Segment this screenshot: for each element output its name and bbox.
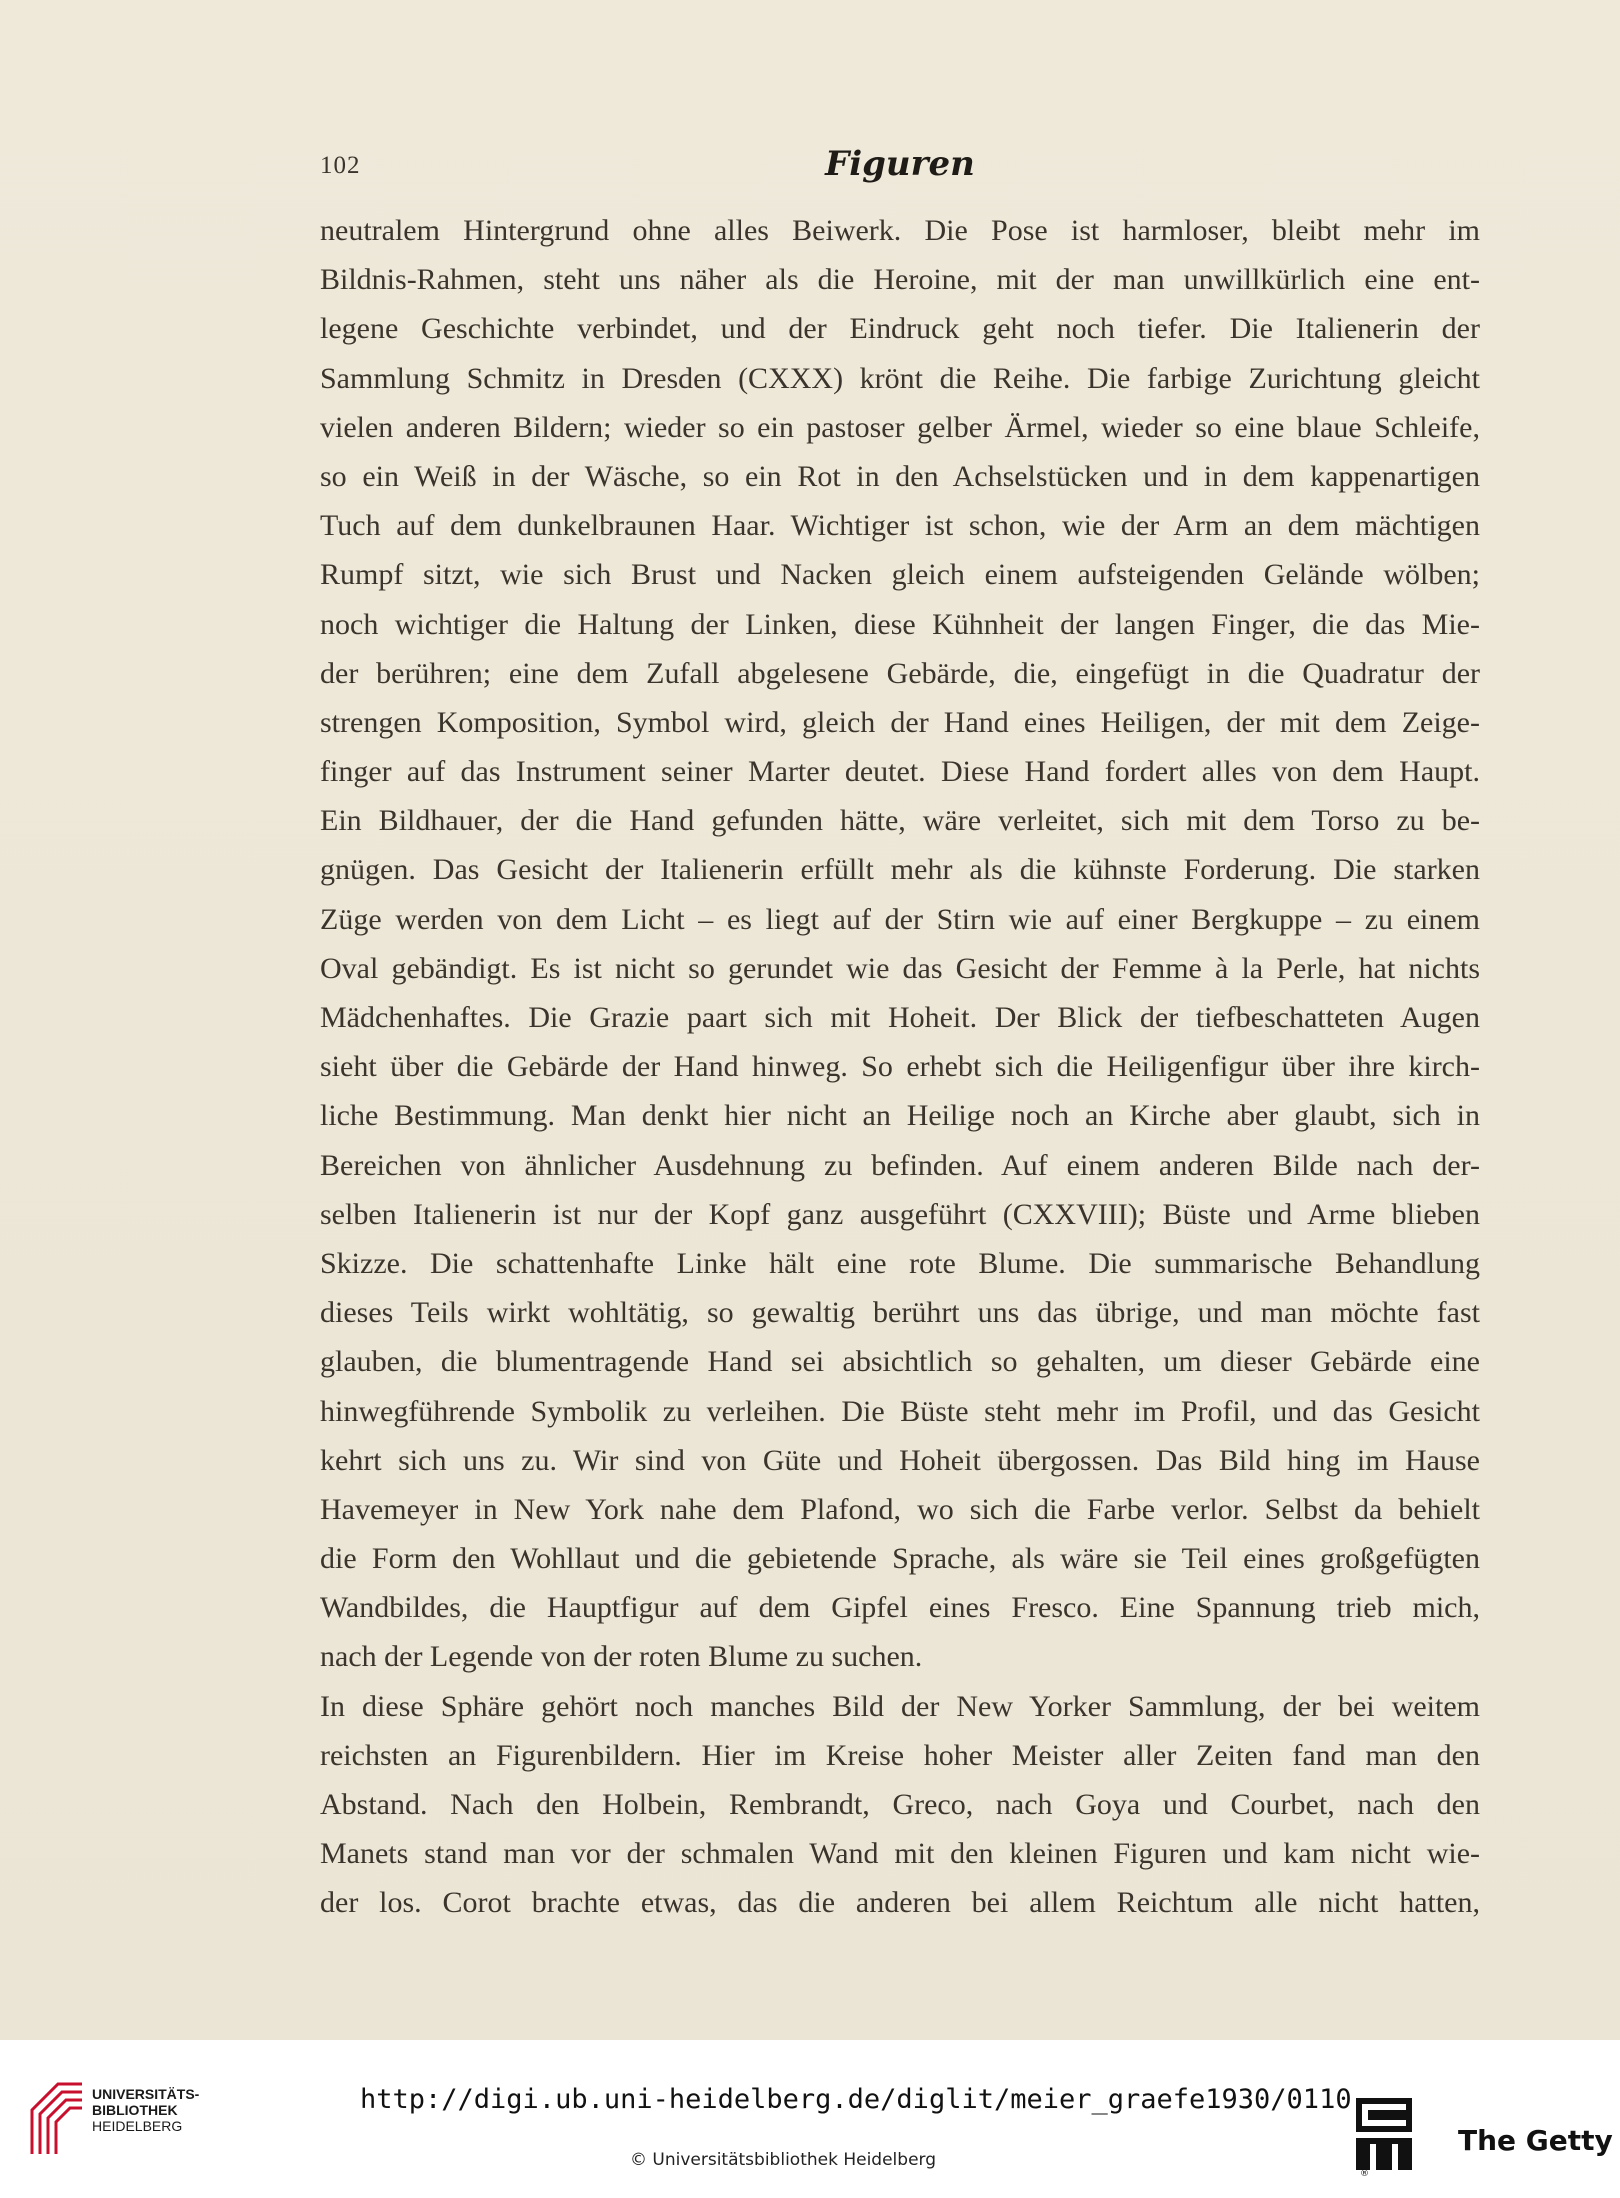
text-line: Manets stand man vor der schmalen Wand mit den kleinen Figuren und kam nicht wie- [320,1837,1480,1871]
library-name-line: UNIVERSITÄTS- [92,2086,200,2102]
running-head [320,144,1480,188]
text-line: Rumpf sitzt, wie sich Brust und Nacken gleich einem aufsteigenden Gelände wölben; [320,558,1480,592]
text-line: Ein Bildhauer, der die Hand gefunden hätte, wäre verleitet, sich mit dem Torso zu be- [320,804,1480,838]
text-line: dieses Teils wirkt wohltätig, so gewaltig berührt uns das übrige, und man möchte fast [320,1296,1480,1330]
text-line: vielen anderen Bildern; wieder so ein pastoser gelber Ärmel, wieder so eine blaue Schleife, [320,410,1480,444]
text-line: Wandbildes, die Hauptfigur auf dem Gipfel eines Fresco. Eine Spannung trieb mich, [320,1591,1480,1625]
text-line: legene Geschichte verbindet, und der Eindruck geht noch tiefer. Die Italienerin der [320,312,1480,346]
text-line: Skizze. Die schattenhafte Linke hält eine rote Blume. Die summarische Behandlung [320,1246,1480,1280]
text-line: nach der Legende von der roten Blume zu suchen. [320,1640,923,1674]
body-text [320,206,1480,1928]
text-line: In diese Sphäre gehört noch manches Bild der New Yorker Sammlung, der bei weitem [320,1689,1480,1723]
page-number: 102 [320,152,361,179]
text-line: selben Italienerin ist nur der Kopf ganz ausgeführt (CXXVIII); Büste und Arme blieben [320,1197,1480,1231]
university-library-logo-icon [28,2076,86,2158]
footer-bar [0,2040,1620,2198]
text-line: Mädchenhaftes. Die Grazie paart sich mit Hoheit. Der Blick der tiefbeschatteten Augen [320,1001,1480,1034]
text-line: die Form den Wohllaut und die gebietende Sprache, als wäre sie Teil eines großgefügten [320,1542,1480,1576]
library-name [92,2086,199,2134]
getty-name: The Getty [1458,2124,1613,2157]
registered-mark: ® [1360,2169,1369,2176]
text-line: neutralem Hintergrund ohne alles Beiwerk. Die Pose ist harmloser, bleibt mehr im [320,214,1480,247]
text-line: Bereichen von ähnlicher Ausdehnung zu befinden. Auf einem anderen Bilde nach der- [320,1148,1480,1182]
text-line: Abstand. Nach den Holbein, Rembrandt, Greco, nach Goya und Courbet, nach den [320,1788,1480,1821]
text-line: hinwegführende Symbolik zu verleihen. Die Büste steht mehr im Profil, und das Gesicht [320,1394,1480,1428]
getty-logo-icon [1356,2098,1412,2176]
library-name-line: BIBLIOTHEK [92,2102,178,2118]
text-line: Sammlung Schmitz in Dresden (CXXX) krönt die Reihe. Die farbige Zurichtung gleicht [320,361,1480,395]
text-line: der los. Corot brachte etwas, das die anderen bei allem Reichtum alle nicht hatten, [320,1886,1480,1920]
text-line: der berühren; eine dem Zufall abgelesene Gebärde, die, eingefügt in die Quadratur der [320,656,1480,690]
text-line: noch wichtiger die Haltung der Linken, diese Kühnheit der langen Finger, die das Mie- [320,607,1480,641]
text-line: Havemeyer in New York nahe dem Plafond, wo sich die Farbe verlor. Selbst da behielt [320,1492,1480,1526]
copyright-notice: © Universitätsbibliothek Heidelberg [630,2150,937,2170]
text-line: gnügen. Das Gesicht der Italienerin erfüllt mehr als die kühnste Forderung. Die starken [320,853,1480,887]
text-line: Bildnis-Rahmen, steht uns näher als die Heroine, mit der man unwillkürlich eine ent- [320,263,1480,297]
text-line: kehrt sich uns zu. Wir sind von Güte und Hoheit übergossen. Das Bild hing im Hause [320,1443,1480,1477]
text-line: finger auf das Instrument seiner Marter deutet. Diese Hand fordert alles von dem Haupt. [320,755,1480,789]
page-title: Figuren [825,144,975,184]
text-line: so ein Weiß in der Wäsche, so ein Rot in den Achselstücken und in dem kappenartigen [320,459,1480,493]
text-line: Tuch auf dem dunkelbraunen Haar. Wichtiger ist schon, wie der Arm an dem mächtigen [320,509,1480,543]
text-line: sieht über die Gebärde der Hand hinweg. So erhebt sich die Heiligenfigur über ihre kirch- [320,1050,1480,1084]
text-line: Oval gebändigt. Es ist nicht so gerundet wie das Gesicht der Femme à la Perle, hat nichts [320,951,1480,985]
text-line: liche Bestimmung. Man denkt hier nicht an Heilige noch an Kirche aber glaubt, sich in [320,1099,1480,1133]
text-line: reichsten an Figurenbildern. Hier im Kreise hoher Meister aller Zeiten fand man den [320,1738,1480,1772]
permalink-url[interactable]: http://digi.ub.uni-heidelberg.de/diglit/meier_graefe1930/0110 [360,2084,1352,2115]
text-line: Züge werden von dem Licht – es liegt auf der Stirn wie auf einer Bergkuppe – zu einem [320,902,1480,936]
text-line: strengen Komposition, Symbol wird, gleich der Hand eines Heiligen, der mit dem Zeige- [320,705,1480,739]
text-line: glauben, die blumentragende Hand sei absichtlich so gehalten, um dieser Gebärde eine [320,1345,1480,1379]
library-name-line: HEIDELBERG [92,2118,183,2134]
